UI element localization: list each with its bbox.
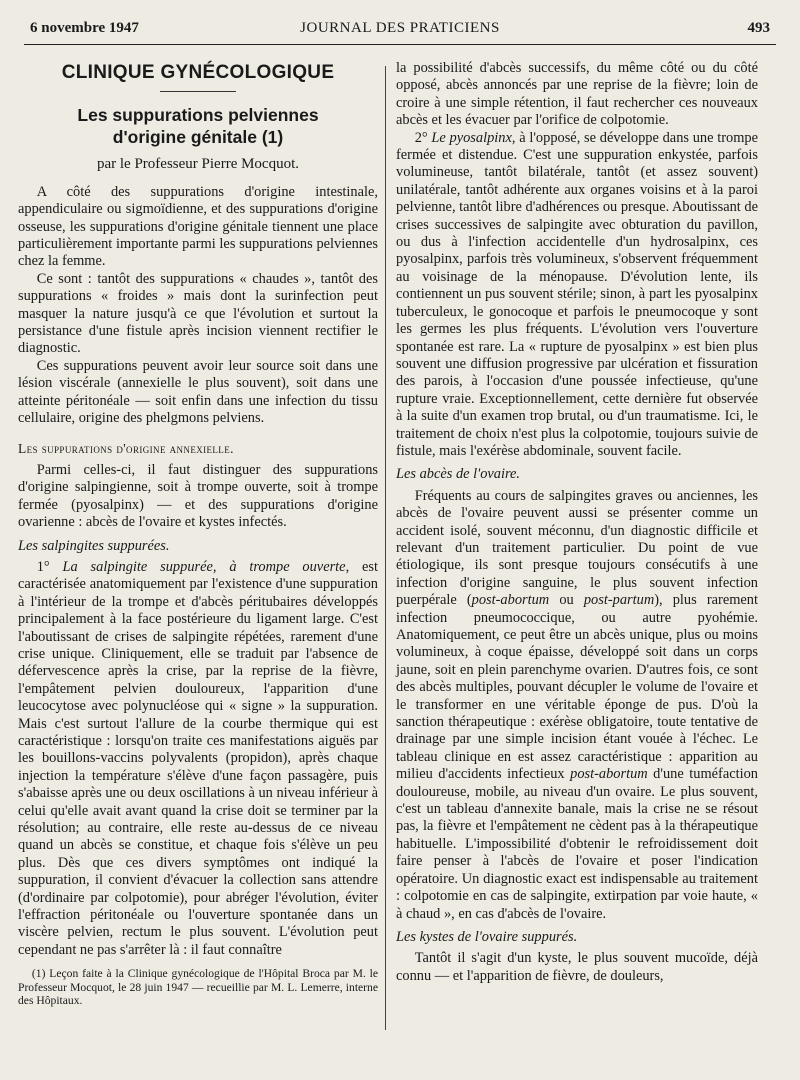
left-column bbox=[18, 60, 378, 1008]
article-title-line2: d'origine génitale (1) bbox=[112, 127, 284, 148]
paragraph-text: Fréquents au cours de salpingites graves ou anciennes, les abcès de l'ovaire peuvent aussi se présenter comme un accident isolé, souvent méconnu, d'un diagnostic difficile et relevant d'un traitement particulier. Du point de vue étiologique, ils sont presque toujours consécutifs à une infection d'origine sanguine, le plus souvent infection puerpérale ( bbox=[396, 487, 758, 609]
italic-term: La salpingite suppurée, à trompe ouverte bbox=[62, 558, 346, 575]
paragraph: A côté des suppurations d'origine intestinale, appendiculaire ou sigmoïdienne, et des suppurations d'origine osseuse, les suppurations d'origine génitale tiennent une place particulièrement importante parmi les suppurations pelviennes chez la femme. bbox=[18, 183, 378, 270]
article-title bbox=[18, 104, 378, 148]
section-title: CLINIQUE GYNÉCOLOGIQUE bbox=[61, 62, 335, 83]
list-number: 2° bbox=[414, 129, 432, 146]
list-number: 1° bbox=[36, 558, 63, 575]
paragraph bbox=[396, 130, 758, 461]
italic-term: post-abortum bbox=[471, 592, 550, 609]
article-author: par le Professeur Pierre Mocquot. bbox=[96, 156, 300, 173]
paragraph: Ces suppurations peuvent avoir leur source soit dans une lésion viscérale (annexielle le plus souvent), soit dans une atteinte péritonéale — soit enfin dans une infection du tissu cellulaire, origine des phelgmons pelviens. bbox=[18, 357, 378, 427]
paragraph-text: d'une tuméfaction douloureuse, mobile, au niveau d'un ovaire. Le plus souvent, c'est un tableau d'annexite banale, mais la crise ne se résout pas, la fièvre et l'empâtement ne cèdent pas à la thérapeutique habituelle. L'impossibilité d'obtenir le refroidissement doit faire penser à l'abcès de l'ovaire et poser l'indication opératoire. Un diagnostic exact est indispensable au traitement : colpotomie en cas de salpingite, extirpation par voie haute, « à chaud », en cas d'abcès de l'ovaire. bbox=[396, 766, 758, 922]
article-title-line1: Les suppurations pelviennes bbox=[77, 105, 319, 126]
issue-date: 6 novembre 1947 bbox=[30, 20, 139, 36]
column-divider bbox=[385, 66, 386, 1030]
page-number: 493 bbox=[747, 20, 770, 36]
paragraph: Ce sont : tantôt des suppurations « chaudes », tantôt des suppurations « froides » mais dont la surinfection peut masquer la nature jusqu'à ce que l'évolution et surtout la persistance d'une fistule après incision viennent rectifier le diagnostic. bbox=[18, 270, 378, 357]
paragraph: Tantôt il s'agit d'un kyste, le plus souvent mucoïde, déjà connu — et l'apparition de fièvre, de douleurs, bbox=[396, 950, 758, 984]
paragraph bbox=[18, 559, 378, 959]
paragraph: Parmi celles-ci, il faut distinguer des suppurations d'origine salpingienne, soit à trompe ouverte, soit à trompe fermée (pyosalpinx) — et des suppurations d'origine ovarienne : abcès de l'ovaire et kystes infectés. bbox=[18, 461, 378, 531]
section-rule bbox=[160, 91, 236, 92]
paragraph-text: ou bbox=[549, 592, 584, 609]
paragraph-text: ), plus rarement infection pneumococcique, ou autre pyohémie. Anatomiquement, ce peut être un abcès unique, plus ou moins volumineux, à coque épaisse, développé soit dans un corps jaune, soit en plein parenchyme ovarien. D'autres fois, ce sont des abcès multiples, pouvant décupler le volume de l'ovaire et le transformer en une véritable éponge de pus. D'où la sanction thérapeutique : exérèse obligatoire, toute tentative de drainage par une simple incision étant vouée à l'échec. Le tableau clinique en est assez caractéristique : apparition au milieu d'accidents infectieux bbox=[396, 592, 758, 783]
running-header bbox=[24, 16, 776, 45]
paragraph-text: , est caractérisée anatomiquement par l'existence d'une suppuration à l'intérieur de la trompe et d'abcès péritubaires développés principalement à la face postérieure du ligament large. C'est l'aboutissant de crises de salpingite répétées, rarement d'une crise unique. Cliniquement, elle se traduit par l'absence de défervescence après la crise, par la reprise de la fièvre, l'empâtement pelvien douloureux, l'apparition d'une leucocytose avec polynucléose qui « signe » la suppuration. Mais c'est surtout l'allure de la courbe thermique qui est caractéristique : lorsqu'on traite ces manifestations aiguës par les bouillons-vaccins polyvalents (propidon), après chaque injection la température s'élève d'une façon passagère, puis s'abaisse après une ou deux oscillations à un niveau inférieur à celui qu'elle avait avant quand la crise doit se terminer par la résolution; au contraire, elle reste au-dessus de ce niveau quand un abcès se constitue, et chaque fois s'élève un peu plus. Dès que ces divers symptômes ont indiqué la suppuration, il convient d'évacuer la collection sans attendre (d'ordinaire par colpotomie), pour abréger l'évolution, éviter l'effraction péritonéale ou l'ouverture spontanée dans un viscère pelvien, rectum le plus souvent. L'évolution peut cependant ne pas s'arrêter là : il faut connaître bbox=[18, 558, 378, 958]
italic-term: Le pyosalpinx bbox=[431, 129, 512, 146]
paragraph: la possibilité d'abcès successifs, du même côté ou du côté opposé, abcès annoncés par une reprise de la fièvre; loin de croire à une simple rétention, il faut rechercher ces nouveaux abcès et les évacuer par l'orifice de colpotomie. bbox=[396, 60, 758, 129]
subheading: Les salpingites suppurées. bbox=[18, 537, 170, 554]
italic-term: post-partum bbox=[583, 592, 655, 609]
subheading: Les abcès de l'ovaire. bbox=[396, 466, 521, 483]
subheading: Les suppurations d'origine annexielle. bbox=[18, 440, 234, 456]
footnote: (1) Leçon faite à la Clinique gynécologique de l'Hôpital Broca par M. le Professeur Mocquot, le 28 juin 1947 — recueillie par M. L. Lemerre, interne des Hôpitaux. bbox=[18, 967, 378, 1008]
paragraph bbox=[396, 488, 758, 923]
journal-name: JOURNAL DES PRATICIENS bbox=[300, 20, 500, 36]
italic-term: post-abortum bbox=[570, 766, 648, 783]
paragraph-text: , à l'opposé, se développe dans une trompe fermée et distendue. C'est une suppuration enkystée, parfois volumineuse, tantôt bilatérale, tantôt (et assez souvent) unilatérale, tantôt adhérente aux organes voisins et à la paroi pelvienne, tantôt libre d'adhérences ou presque. Aboutissant de crises successives de salpingite avec obturation du pavillon, ou dus à l'infection accidentelle d'un hydrosalpinx, ces pyosalpinx, parfois très volumineux, s'observent fréquemment au voisinage de la ménopause. D'évolution lente, ils contiennent un pus souvent stérile; sinon, à part les pyosalpinx tuberculeux, le gonocoque et parfois le pneumocoque y sont les germes les plus fréquents. L'évolution vers l'ouverture spontanée est rare. La « rupture de pyosalpinx » est bien plus souvent une diffusion progressive par ulcération et fissuration des parois, à l'occasion d'une poussée infectieuse, qu'une rupture vraie. Exceptionnellement, cette dernière fut observée à la suite d'un examen trop brutal, ou d'un traumatisme. Ici, le traitement de choix n'est plus la colpotomie, toujours suivie de fistule, mais l'exérèse abdominale, souvent facile. bbox=[396, 129, 758, 459]
right-column bbox=[396, 60, 758, 985]
subheading: Les kystes de l'ovaire suppurés. bbox=[396, 928, 578, 945]
